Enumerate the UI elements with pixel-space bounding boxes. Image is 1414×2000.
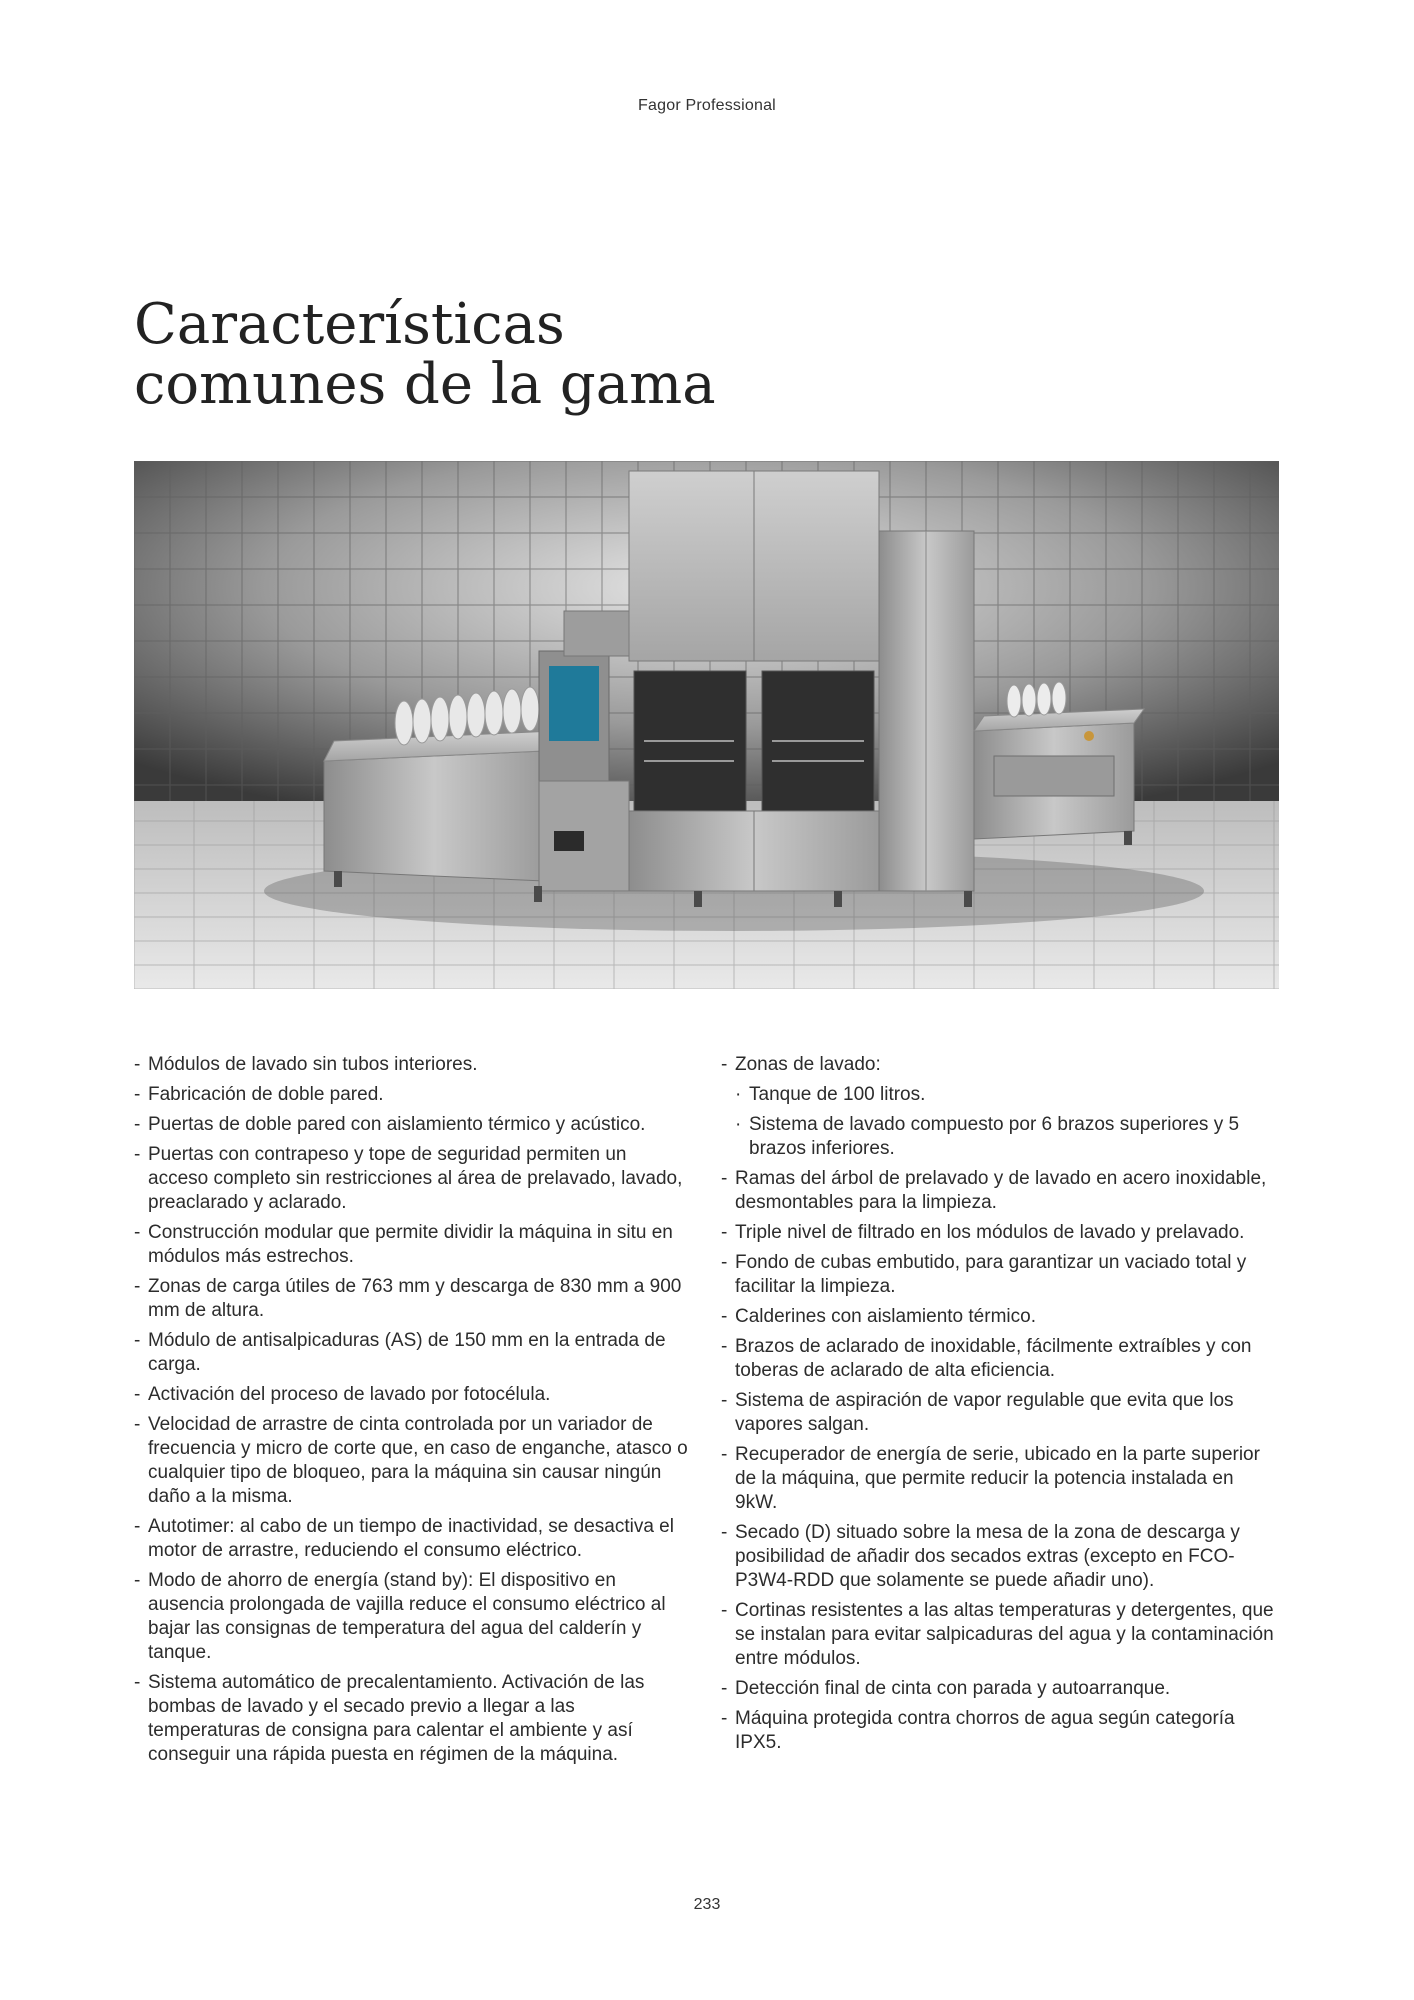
list-marker: -	[134, 1054, 141, 1075]
page-title	[134, 292, 716, 417]
list-item	[134, 1383, 689, 1407]
list-item-text: Tanque de 100 litros.	[749, 1084, 926, 1105]
list-marker: -	[134, 1672, 141, 1693]
features-list-right	[721, 1053, 1281, 1761]
list-item	[721, 1677, 1281, 1701]
list-subitem	[721, 1083, 1281, 1107]
list-item-text: Puertas con contrapeso y tope de seguridad permiten un acceso completo sin restricciones al área de prelavado, lavado, preaclarado y aclarado.	[148, 1144, 683, 1213]
list-marker: -	[721, 1054, 728, 1075]
list-marker: -	[721, 1222, 728, 1243]
list-marker: -	[721, 1708, 728, 1729]
page-number: 233	[693, 1896, 721, 1913]
list-marker: ·	[735, 1114, 742, 1135]
title-line-1: Características	[134, 292, 565, 357]
list-item	[134, 1053, 689, 1077]
list-item-text: Autotimer: al cabo de un tiempo de inactividad, se desactiva el motor de arrastre, reduciendo el consumo eléctrico.	[148, 1516, 674, 1561]
list-item-text: Modo de ahorro de energía (stand by): El dispositivo en ausencia prolongada de vajilla reduce el consumo eléctrico al bajar las consignas de temperatura del agua del calderín y tanque.	[148, 1570, 666, 1663]
list-item	[134, 1515, 689, 1563]
list-item-text: Activación del proceso de lavado por fotocélula.	[148, 1384, 551, 1405]
list-item-text: Fabricación de doble pared.	[148, 1084, 384, 1105]
list-marker: -	[721, 1306, 728, 1327]
features-list-left	[134, 1053, 689, 1773]
list-item-text: Sistema de lavado compuesto por 6 brazos superiores y 5 brazos inferiores.	[749, 1114, 1240, 1159]
list-marker: -	[134, 1114, 141, 1135]
list-marker: -	[721, 1252, 728, 1273]
list-item	[721, 1221, 1281, 1245]
list-marker: -	[134, 1384, 141, 1405]
list-item	[721, 1707, 1281, 1755]
list-item	[721, 1521, 1281, 1593]
list-marker: -	[134, 1276, 141, 1297]
list-item-text: Fondo de cubas embutido, para garantizar un vaciado total y facilitar la limpieza.	[735, 1252, 1247, 1297]
list-marker: -	[134, 1414, 141, 1435]
list-item-text: Módulo de antisalpicaduras (AS) de 150 mm en la entrada de carga.	[148, 1330, 666, 1375]
list-marker: -	[721, 1444, 728, 1465]
list-item-text: Sistema automático de precalentamiento. Activación de las bombas de lavado y el secado previo a llegar a las temperaturas de consigna para calentar el ambiente y así conseguir una rápida puesta en régimen de la máquina.	[148, 1672, 645, 1765]
list-marker: -	[134, 1330, 141, 1351]
list-item-text: Ramas del árbol de prelavado y de lavado en acero inoxidable, desmontables para la limpieza.	[735, 1168, 1267, 1213]
list-item	[721, 1305, 1281, 1329]
list-marker: -	[721, 1168, 728, 1189]
list-item	[134, 1113, 689, 1137]
list-item	[134, 1413, 689, 1509]
list-item-text: Construcción modular que permite dividir la máquina in situ en módulos más estrechos.	[148, 1222, 673, 1267]
list-item	[721, 1443, 1281, 1515]
list-item-text: Zonas de lavado:	[735, 1054, 881, 1075]
list-marker: -	[721, 1390, 728, 1411]
list-item-text: Módulos de lavado sin tubos interiores.	[148, 1054, 478, 1075]
brand-header: Fagor Professional	[638, 97, 776, 114]
list-item	[721, 1053, 1281, 1077]
list-marker: -	[134, 1222, 141, 1243]
list-marker: -	[134, 1084, 141, 1105]
list-subitem	[721, 1113, 1281, 1161]
list-item	[134, 1275, 689, 1323]
list-marker: -	[134, 1570, 141, 1591]
list-marker: -	[134, 1144, 141, 1165]
list-item-text: Detección final de cinta con parada y autoarranque.	[735, 1678, 1171, 1699]
list-marker: -	[721, 1600, 728, 1621]
list-item	[721, 1599, 1281, 1671]
list-item-text: Máquina protegida contra chorros de agua según categoría IPX5.	[735, 1708, 1235, 1753]
list-item	[134, 1671, 689, 1767]
list-item-text: Triple nivel de filtrado en los módulos de lavado y prelavado.	[735, 1222, 1245, 1243]
list-marker: -	[721, 1678, 728, 1699]
title-line-2: comunes de la gama	[134, 352, 716, 417]
list-item-text: Calderines con aislamiento térmico.	[735, 1306, 1036, 1327]
list-item-text: Puertas de doble pared con aislamiento térmico y acústico.	[148, 1114, 646, 1135]
list-item	[134, 1083, 689, 1107]
list-item	[721, 1389, 1281, 1437]
list-item	[721, 1251, 1281, 1299]
list-item-text: Brazos de aclarado de inoxidable, fácilmente extraíbles y con toberas de aclarado de alta eficiencia.	[735, 1336, 1252, 1381]
list-item-text: Velocidad de arrastre de cinta controlada por un variador de frecuencia y micro de corte que, en caso de enganche, atasco o cualquier tipo de bloqueo, para la máquina sin causar ningún daño a la misma.	[148, 1414, 688, 1507]
list-marker: -	[134, 1516, 141, 1537]
list-item	[134, 1569, 689, 1665]
list-item-text: Zonas de carga útiles de 763 mm y descarga de 830 mm a 900 mm de altura.	[148, 1276, 682, 1321]
list-item	[721, 1167, 1281, 1215]
list-item-text: Cortinas resistentes a las altas temperaturas y detergentes, que se instalan para evitar salpicaduras del agua y la contaminación entre módulos.	[735, 1600, 1274, 1669]
list-item-text: Sistema de aspiración de vapor regulable que evita que los vapores salgan.	[735, 1390, 1234, 1435]
list-item	[721, 1335, 1281, 1383]
list-item-text: Secado (D) situado sobre la mesa de la zona de descarga y posibilidad de añadir dos secados extras (excepto en FCO-P3W4-RDD que solamente se puede añadir uno).	[735, 1522, 1240, 1591]
list-item	[134, 1221, 689, 1269]
list-item	[134, 1329, 689, 1377]
list-item	[134, 1143, 689, 1215]
list-marker: -	[721, 1522, 728, 1543]
list-marker: ·	[735, 1084, 742, 1105]
product-photo-conveyor-dishwasher	[134, 461, 1279, 989]
list-marker: -	[721, 1336, 728, 1357]
list-item-text: Recuperador de energía de serie, ubicado en la parte superior de la máquina, que permite reducir la potencia instalada en 9kW.	[735, 1444, 1260, 1513]
